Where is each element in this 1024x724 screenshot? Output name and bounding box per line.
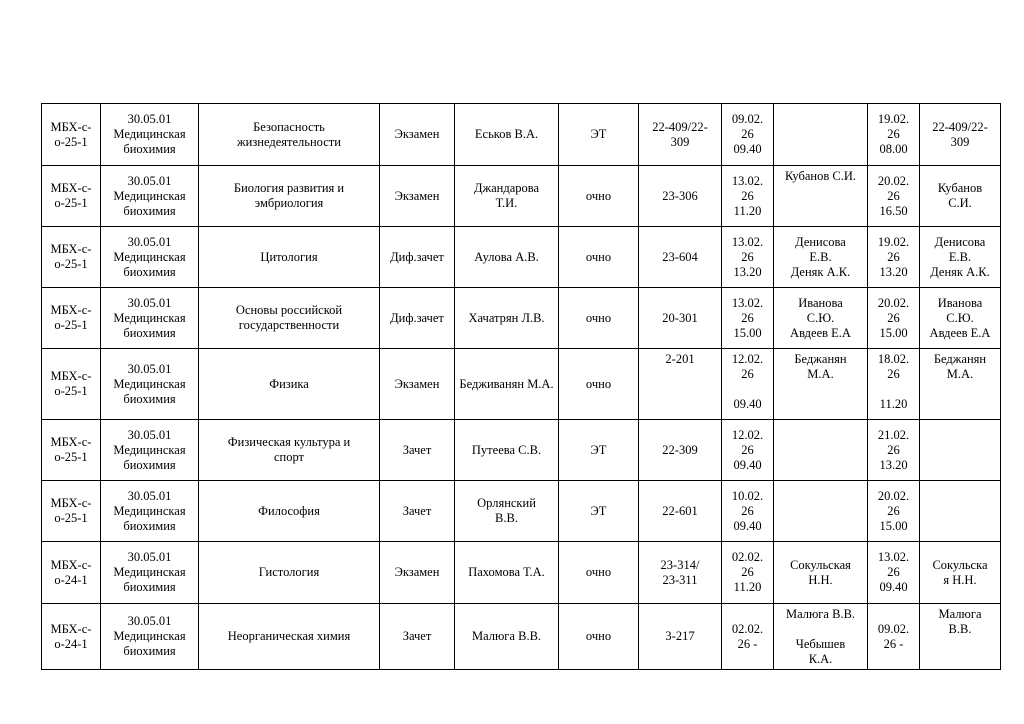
cell-date1 — [722, 104, 774, 166]
control-text: Зачет — [402, 629, 432, 643]
cell-specialty — [101, 604, 199, 670]
cell-commission2 — [920, 604, 1001, 670]
form-text: очно — [585, 188, 612, 203]
group-text: МБХ-с- о-25-1 — [50, 303, 92, 332]
room-text: 23-306 — [662, 188, 698, 203]
form-text: ЭТ — [590, 127, 607, 141]
cell-teacher — [455, 288, 559, 349]
cell-commission1 — [774, 420, 868, 481]
cell-discipline — [199, 104, 380, 166]
date2-text: 20.02. 26 15.00 — [877, 295, 910, 340]
commission1-text: Малюга В.В. Чебышев К.А. — [785, 606, 856, 666]
table-row — [42, 288, 1001, 349]
cell-commission1 — [774, 104, 868, 166]
cell-form — [559, 542, 639, 604]
room-text: 20-301 — [662, 310, 698, 325]
cell-date2 — [868, 542, 920, 604]
cell-specialty — [101, 542, 199, 604]
table-row — [42, 104, 1001, 166]
cell-form — [559, 104, 639, 166]
cell-commission2 — [920, 542, 1001, 604]
cell-date2 — [868, 104, 920, 166]
room-text: 22-309 — [662, 442, 698, 457]
cell-control — [380, 481, 455, 542]
table-row — [42, 349, 1001, 420]
date1-text: 13.02. 26 13.20 — [731, 234, 764, 279]
cell-form — [559, 166, 639, 227]
date2-text: 20.02. 26 16.50 — [877, 173, 910, 218]
date1-text: 02.02. 26 - — [731, 621, 764, 651]
cell-date2 — [868, 288, 920, 349]
cell-commission1 — [774, 288, 868, 349]
cell-commission1 — [774, 481, 868, 542]
cell-teacher — [455, 542, 559, 604]
cell-discipline — [199, 604, 380, 670]
cell-commission2 — [920, 481, 1001, 542]
cell-commission1 — [774, 166, 868, 227]
discipline-text: Философия — [258, 503, 320, 518]
cell-control — [380, 288, 455, 349]
control-text: Диф.зачет — [390, 249, 444, 264]
cell-group — [42, 420, 101, 481]
cell-group — [42, 349, 101, 420]
cell-commission1 — [774, 349, 868, 420]
group-text: МБХ-с- о-25-1 — [50, 119, 92, 149]
cell-specialty — [101, 288, 199, 349]
cell-commission2 — [920, 349, 1001, 420]
table-row — [42, 542, 1001, 604]
cell-commission1 — [774, 227, 868, 288]
cell-room — [639, 420, 722, 481]
discipline-text: Неорганическая химия — [227, 629, 351, 643]
form-text: очно — [585, 629, 612, 643]
control-text: Экзамен — [394, 127, 440, 141]
teacher-text: Еськов В.А. — [474, 127, 539, 141]
commission1-text: Иванова С.Ю. Авдеев Е.А — [790, 295, 851, 340]
commission2-text: Кубанов С.И. — [937, 181, 983, 210]
cell-form — [559, 420, 639, 481]
date2-text: 19.02. 26 13.20 — [877, 234, 910, 279]
teacher-text: Путеева С.В. — [471, 442, 542, 457]
cell-room — [639, 481, 722, 542]
room-text: 2-201 — [665, 352, 695, 366]
teacher-text: Малюга В.В. — [471, 629, 542, 643]
specialty-text: 30.05.01 Медицинская биохимия — [113, 427, 186, 472]
commission2-text: Беджанян М.А. — [933, 352, 987, 381]
discipline-text: Основы российской государственности — [235, 303, 343, 332]
cell-group — [42, 227, 101, 288]
date2-text: 21.02. 26 13.20 — [877, 427, 910, 472]
cell-control — [380, 604, 455, 670]
cell-form — [559, 349, 639, 420]
cell-specialty — [101, 166, 199, 227]
room-text: 3-217 — [665, 629, 695, 643]
cell-date1 — [722, 166, 774, 227]
exam-schedule-table — [41, 103, 1001, 670]
table-row — [42, 481, 1001, 542]
cell-control — [380, 349, 455, 420]
cell-form — [559, 288, 639, 349]
form-text: очно — [585, 249, 612, 264]
table-row — [42, 420, 1001, 481]
date1-text: 12.02. 26 09.40 — [731, 352, 764, 411]
room-text: 23-314/ 23-311 — [660, 557, 700, 587]
date2-text: 18.02. 26 11.20 — [877, 352, 910, 411]
cell-date2 — [868, 481, 920, 542]
cell-discipline — [199, 166, 380, 227]
teacher-text: Аулова А.В. — [474, 249, 539, 264]
control-text: Зачет — [402, 503, 432, 518]
cell-control — [380, 227, 455, 288]
cell-specialty — [101, 420, 199, 481]
cell-group — [42, 166, 101, 227]
form-text: ЭТ — [590, 503, 607, 518]
date2-text: 09.02. 26 - — [877, 621, 910, 651]
specialty-text: 30.05.01 Медицинская биохимия — [113, 234, 186, 279]
room-text: 22-601 — [662, 503, 698, 518]
cell-form — [559, 481, 639, 542]
specialty-text: 30.05.01 Медицинская биохимия — [113, 112, 186, 156]
date2-text: 19.02. 26 08.00 — [877, 112, 910, 156]
cell-date2 — [868, 604, 920, 670]
cell-group — [42, 104, 101, 166]
discipline-text: Физика — [269, 376, 309, 391]
teacher-text: Джандарова Т.И. — [473, 181, 540, 210]
cell-form — [559, 604, 639, 670]
group-text: МБХ-с- о-25-1 — [50, 496, 92, 525]
specialty-text: 30.05.01 Медицинская биохимия — [113, 361, 186, 406]
date1-text: 09.02. 26 09.40 — [731, 112, 764, 156]
cell-date2 — [868, 349, 920, 420]
specialty-text: 30.05.01 Медицинская биохимия — [113, 295, 186, 340]
cell-date1 — [722, 420, 774, 481]
cell-discipline — [199, 349, 380, 420]
cell-date2 — [868, 420, 920, 481]
date2-text: 20.02. 26 15.00 — [877, 488, 910, 533]
commission2-text: Иванова С.Ю. Авдеев Е.А — [929, 295, 991, 340]
cell-date1 — [722, 288, 774, 349]
room-text: 22-409/22- 309 — [652, 119, 708, 149]
control-text: Экзамен — [394, 565, 440, 579]
cell-date1 — [722, 542, 774, 604]
specialty-text: 30.05.01 Медицинская биохимия — [113, 488, 186, 533]
cell-teacher — [455, 227, 559, 288]
cell-group — [42, 542, 101, 604]
cell-discipline — [199, 288, 380, 349]
discipline-text: Безопасность жизнедеятельности — [237, 119, 341, 149]
teacher-text: Пахомова Т.А. — [468, 565, 545, 579]
group-text: МБХ-с- о-25-1 — [50, 369, 92, 398]
specialty-text: 30.05.01 Медицинская биохимия — [113, 614, 186, 658]
form-text: ЭТ — [590, 442, 607, 457]
cell-discipline — [199, 481, 380, 542]
cell-control — [380, 104, 455, 166]
date1-text: 13.02. 26 15.00 — [731, 295, 764, 340]
cell-commission2 — [920, 420, 1001, 481]
cell-teacher — [455, 166, 559, 227]
cell-specialty — [101, 481, 199, 542]
cell-teacher — [455, 420, 559, 481]
cell-group — [42, 481, 101, 542]
cell-date1 — [722, 349, 774, 420]
commission1-text: Беджанян М.А. — [794, 352, 847, 381]
date1-text: 13.02. 26 11.20 — [731, 173, 764, 218]
cell-room — [639, 542, 722, 604]
cell-specialty — [101, 104, 199, 166]
cell-commission2 — [920, 288, 1001, 349]
date1-text: 02.02. 26 11.20 — [731, 550, 764, 594]
date2-text: 13.02. 26 09.40 — [877, 550, 910, 594]
cell-date2 — [868, 166, 920, 227]
cell-room — [639, 288, 722, 349]
discipline-text: Биология развития и эмбриология — [233, 181, 345, 210]
commission1-text: Денисова Е.В. Деняк А.К. — [790, 234, 851, 279]
specialty-text: 30.05.01 Медицинская биохимия — [113, 173, 186, 218]
control-text: Диф.зачет — [390, 310, 444, 325]
cell-teacher — [455, 481, 559, 542]
group-text: МБХ-с- о-24-1 — [50, 621, 92, 651]
cell-room — [639, 166, 722, 227]
cell-date2 — [868, 227, 920, 288]
cell-teacher — [455, 104, 559, 166]
form-text: очно — [585, 376, 612, 391]
commission2-text: Денисова Е.В. Деняк А.К. — [930, 234, 990, 279]
commission1-text: Сокульская Н.Н. — [790, 557, 851, 587]
cell-commission2 — [920, 166, 1001, 227]
teacher-text: Орлянский В.В. — [477, 496, 536, 525]
cell-commission1 — [774, 604, 868, 670]
commission2-text: Сокульска я Н.Н. — [932, 557, 988, 587]
cell-form — [559, 227, 639, 288]
cell-room — [639, 227, 722, 288]
group-text: МБХ-с- о-25-1 — [50, 181, 92, 210]
cell-discipline — [199, 227, 380, 288]
cell-discipline — [199, 542, 380, 604]
cell-date1 — [722, 227, 774, 288]
cell-date1 — [722, 481, 774, 542]
control-text: Зачет — [402, 442, 432, 457]
table-row — [42, 227, 1001, 288]
teacher-text: Бедживанян М.А. — [459, 376, 554, 391]
group-text: МБХ-с- о-24-1 — [50, 557, 92, 587]
form-text: очно — [585, 310, 612, 325]
discipline-text: Физическая культура и спорт — [227, 435, 351, 464]
control-text: Экзамен — [394, 376, 440, 391]
commission2-text: Малюга В.В. — [938, 607, 982, 636]
group-text: МБХ-с- о-25-1 — [50, 242, 92, 271]
cell-teacher — [455, 349, 559, 420]
table-row — [42, 166, 1001, 227]
cell-teacher — [455, 604, 559, 670]
cell-specialty — [101, 349, 199, 420]
room-text: 23-604 — [662, 249, 698, 264]
specialty-text: 30.05.01 Медицинская биохимия — [113, 550, 186, 594]
form-text: очно — [585, 565, 612, 579]
cell-specialty — [101, 227, 199, 288]
cell-control — [380, 166, 455, 227]
cell-group — [42, 288, 101, 349]
discipline-text: Цитология — [260, 249, 318, 264]
cell-room — [639, 104, 722, 166]
discipline-text: Гистология — [258, 565, 320, 579]
cell-control — [380, 542, 455, 604]
commission1-text: Кубанов С.И. — [785, 169, 856, 183]
commission2-text: 22-409/22- 309 — [932, 119, 988, 149]
cell-commission2 — [920, 104, 1001, 166]
cell-control — [380, 420, 455, 481]
teacher-text: Хачатрян Л.В. — [468, 310, 545, 325]
date1-text: 12.02. 26 09.40 — [731, 427, 764, 472]
cell-commission1 — [774, 542, 868, 604]
cell-commission2 — [920, 227, 1001, 288]
cell-date1 — [722, 604, 774, 670]
cell-room — [639, 349, 722, 420]
control-text: Экзамен — [394, 188, 440, 203]
cell-discipline — [199, 420, 380, 481]
group-text: МБХ-с- о-25-1 — [50, 435, 92, 464]
cell-room — [639, 604, 722, 670]
cell-group — [42, 604, 101, 670]
table-row — [42, 604, 1001, 670]
date1-text: 10.02. 26 09.40 — [731, 488, 764, 533]
